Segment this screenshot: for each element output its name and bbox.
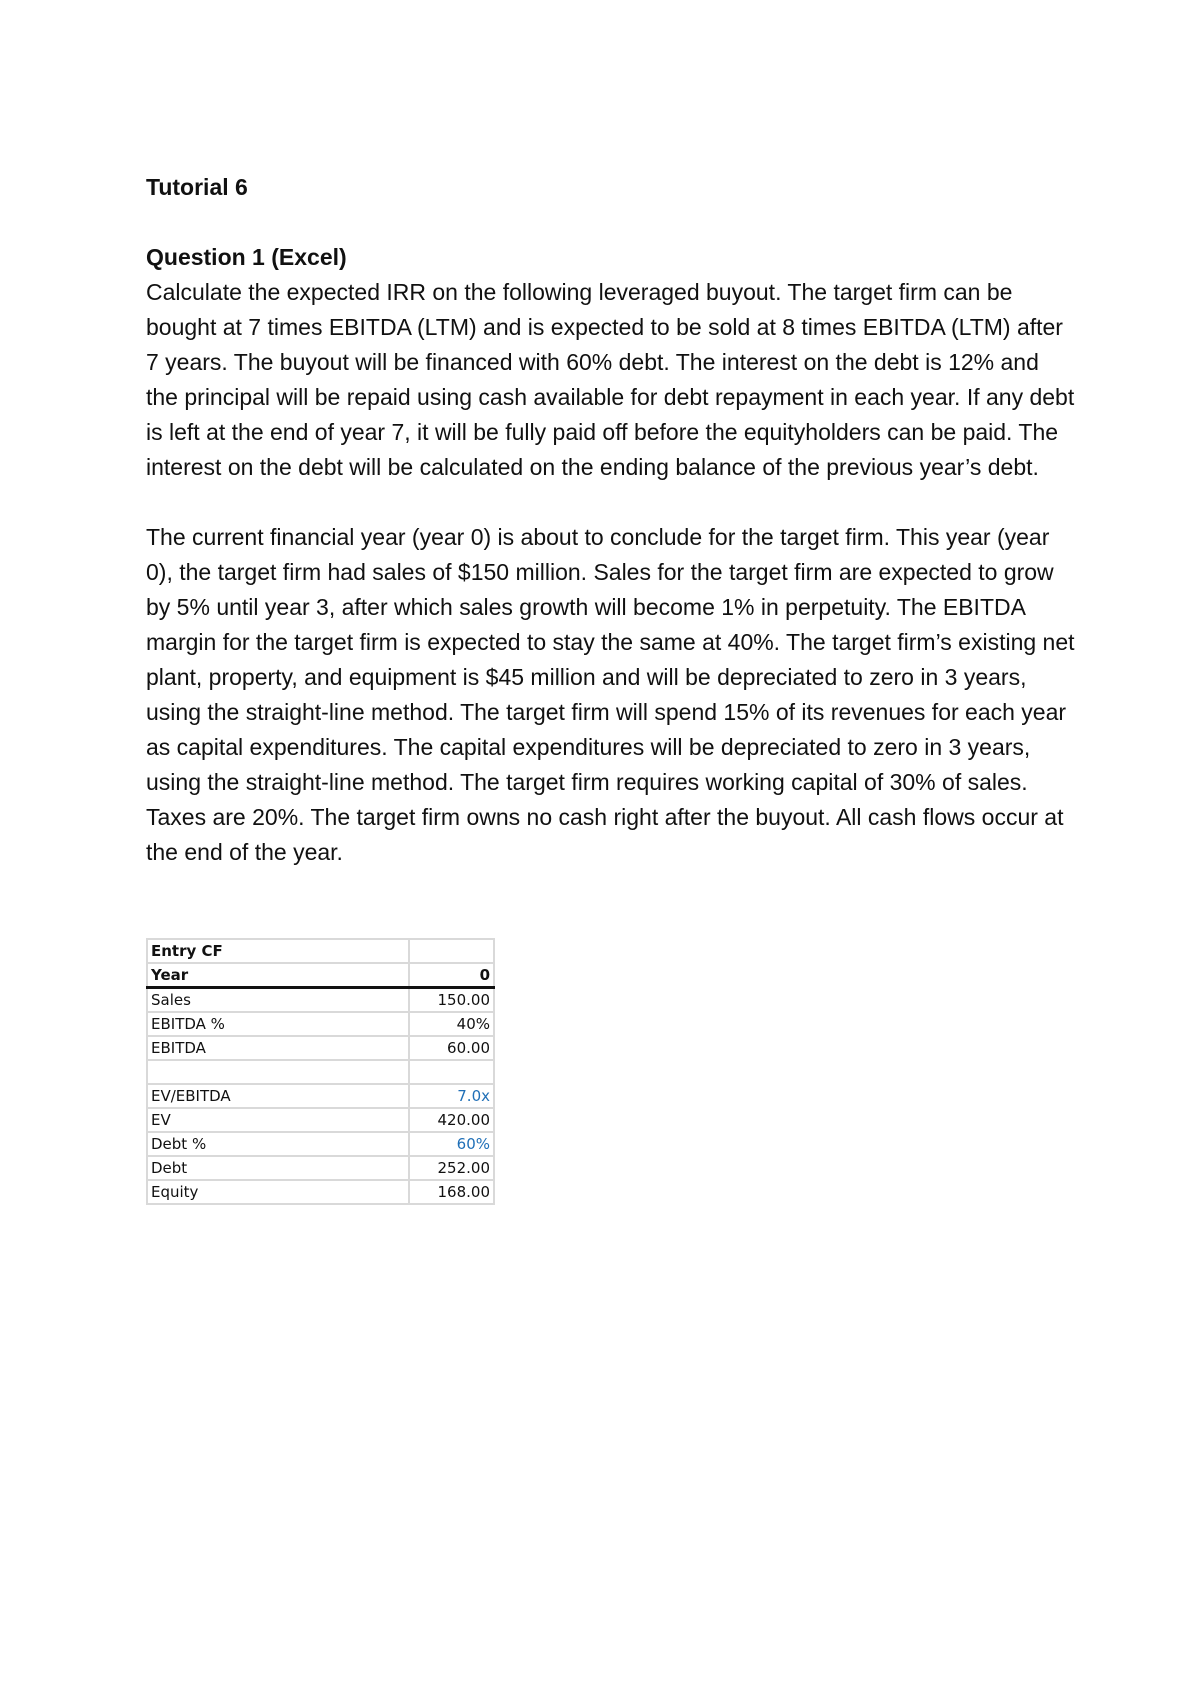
table-row: [147, 963, 494, 988]
year-label-cell: Year: [147, 963, 409, 988]
table-cell-empty: [147, 1060, 409, 1084]
table-row: [147, 1108, 494, 1132]
ev-ebitda-value-cell: 7.0x: [409, 1084, 494, 1108]
sales-label-cell: Sales: [147, 988, 409, 1013]
debt-label-cell: Debt: [147, 1156, 409, 1180]
table-row: [147, 1084, 494, 1108]
ev-value-cell: 420.00: [409, 1108, 494, 1132]
sales-value-cell: 150.00: [409, 988, 494, 1013]
table-cell-empty: [409, 939, 494, 963]
debt-value-cell: 252.00: [409, 1156, 494, 1180]
table-header-cell: Entry CF: [147, 939, 409, 963]
paragraph-spacer: [146, 485, 1076, 520]
question-paragraph-2: The current financial year (year 0) is about to conclude for the target firm. This year (year 0), the target firm had sales of $150 million. Sales for the target firm are expected to grow by 5% until year 3, after which sales growth will become 1% in perpetuity. The EBITDA margin for the target firm is expected to stay the same at 40%. The target firm’s existing net plant, property, and equipment is $45 million and will be depreciated to zero in 3 years, using the straight-line method. The target firm will spend 15% of its revenues for each year as capital expenditures. The capital expenditures will be depreciated to zero in 3 years, using the straight-line method. The target firm requires working capital of 30% of sales. Taxes are 20%. The target firm owns no cash right after the buyout. All cash flows occur at the end of the year.: [146, 524, 1075, 865]
table-row-empty: [147, 1060, 494, 1084]
ebitda-label-cell: EBITDA: [147, 1036, 409, 1060]
document-page: [146, 170, 1076, 870]
question-heading: Question 1 (Excel): [146, 244, 347, 270]
ev-ebitda-label-cell: EV/EBITDA: [147, 1084, 409, 1108]
table-row: [147, 1036, 494, 1060]
year-value-cell: 0: [409, 963, 494, 988]
table-row: [147, 1012, 494, 1036]
table-row: [147, 939, 494, 963]
debt-pct-value-cell: 60%: [409, 1132, 494, 1156]
ebitda-value-cell: 60.00: [409, 1036, 494, 1060]
table-row: [147, 988, 494, 1013]
entry-cf-table-container: [146, 938, 495, 1205]
ev-label-cell: EV: [147, 1108, 409, 1132]
ebitda-pct-label-cell: EBITDA %: [147, 1012, 409, 1036]
table-row: [147, 1132, 494, 1156]
entry-cf-table: [146, 938, 495, 1205]
equity-value-cell: 168.00: [409, 1180, 494, 1204]
table-row: [147, 1180, 494, 1204]
debt-pct-label-cell: Debt %: [147, 1132, 409, 1156]
equity-label-cell: Equity: [147, 1180, 409, 1204]
ebitda-pct-value-cell: 40%: [409, 1012, 494, 1036]
table-row: [147, 1156, 494, 1180]
question-paragraph-1: Calculate the expected IRR on the following leveraged buyout. The target firm can be bought at 7 times EBITDA (LTM) and is expected to be sold at 8 times EBITDA (LTM) after 7 years. The buyout will be financed with 60% debt. The interest on the debt is 12% and the principal will be repaid using cash available for debt repayment in each year. If any debt is left at the end of year 7, it will be fully paid off before the equityholders can be paid. The interest on the debt will be calculated on the ending balance of the previous year’s debt.: [146, 279, 1075, 480]
document-title: Tutorial 6: [146, 174, 248, 200]
table-cell-empty: [409, 1060, 494, 1084]
